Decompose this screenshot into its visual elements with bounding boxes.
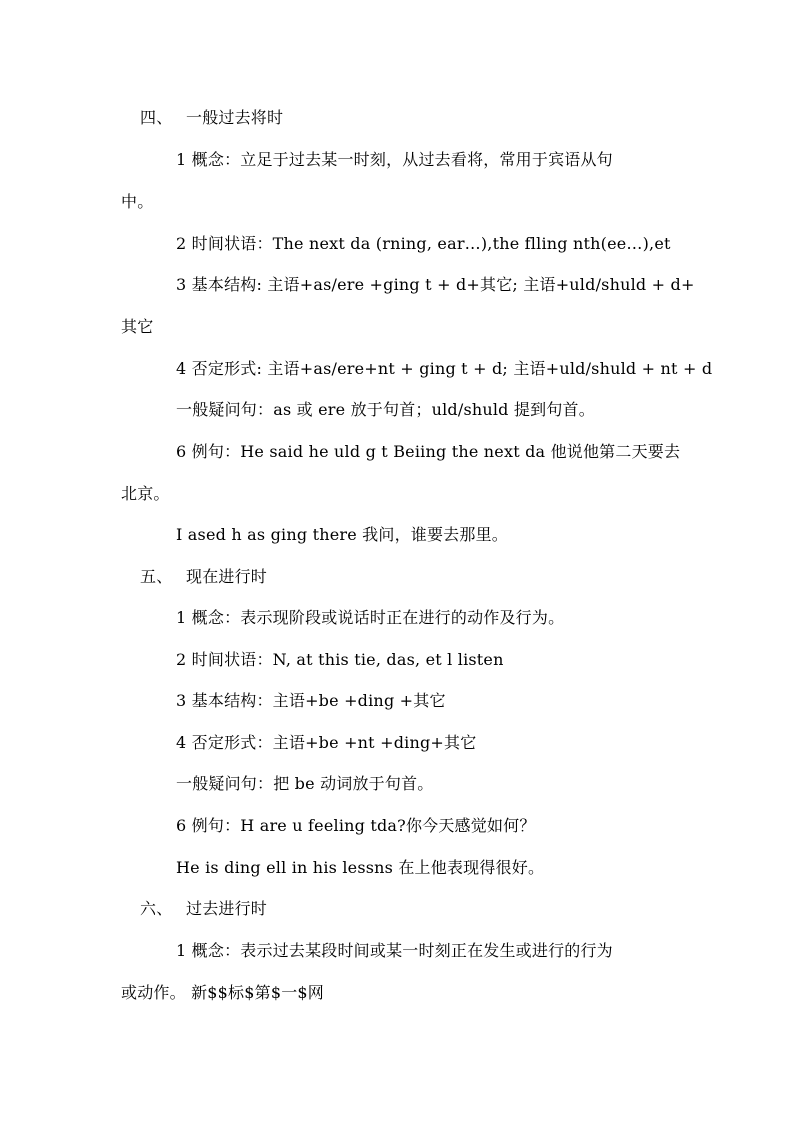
section-heading-5 (140, 566, 267, 588)
section-heading-6 (140, 898, 267, 920)
section-number: 四、 (140, 108, 173, 127)
section-title: 过去进行时 (186, 899, 268, 918)
question-form-line: 一般疑问句：把 be 动词放于句首。 (176, 774, 434, 793)
example-line: 6 例句：He said he uld g t Beiing the next da 他说他第二天要去 (176, 442, 681, 461)
structure-line-continued: 其它 (121, 317, 154, 336)
structure-line: 3 基本结构: 主语+as/ere +ging t + d+其它; 主语+uld/shuld + d+ (176, 275, 695, 294)
section-heading-4 (140, 107, 283, 129)
example-line-2: I ased h as ging there 我问，谁要去那里。 (176, 525, 508, 544)
negative-form-line: 4 否定形式：主语+be +nt +ding+其它 (176, 733, 477, 752)
section-title: 一般过去将时 (186, 108, 284, 127)
concept-line-continued: 或动作。 新$$标$第$一$网 (121, 983, 324, 1002)
question-form-line: 一般疑问句：as 或 ere 放于句首；uld/shuld 提到句首。 (176, 400, 595, 419)
section-title: 现在进行时 (186, 567, 268, 586)
concept-line: 1 概念：表示过去某段时间或某一时刻正在发生或进行的行为 (176, 941, 613, 960)
time-adverbials-line: 2 时间状语：The next da (rning, ear…),the flling nth(ee…),et (176, 234, 671, 253)
section-number: 六、 (140, 899, 173, 918)
negative-form-line: 4 否定形式: 主语+as/ere+nt + ging t + d; 主语+uld/shuld + nt + d (176, 359, 713, 378)
concept-line-continued: 中。 (121, 192, 154, 211)
example-line-continued: 北京。 (121, 484, 170, 503)
concept-line: 1 概念：表示现阶段或说话时正在进行的动作及行为。 (176, 608, 565, 627)
example-line-2: He is ding ell in his lessns 在上他表现得很好。 (176, 858, 545, 877)
time-adverbials-line: 2 时间状语：N, at this tie, das, et l listen (176, 650, 504, 669)
structure-line: 3 基本结构：主语+be +ding +其它 (176, 691, 446, 710)
example-line: 6 例句：H are u feeling tda?你今天感觉如何？ (176, 816, 536, 835)
section-number: 五、 (140, 567, 173, 586)
concept-line: 1 概念：立足于过去某一时刻，从过去看将，常用于宾语从句 (176, 150, 613, 169)
